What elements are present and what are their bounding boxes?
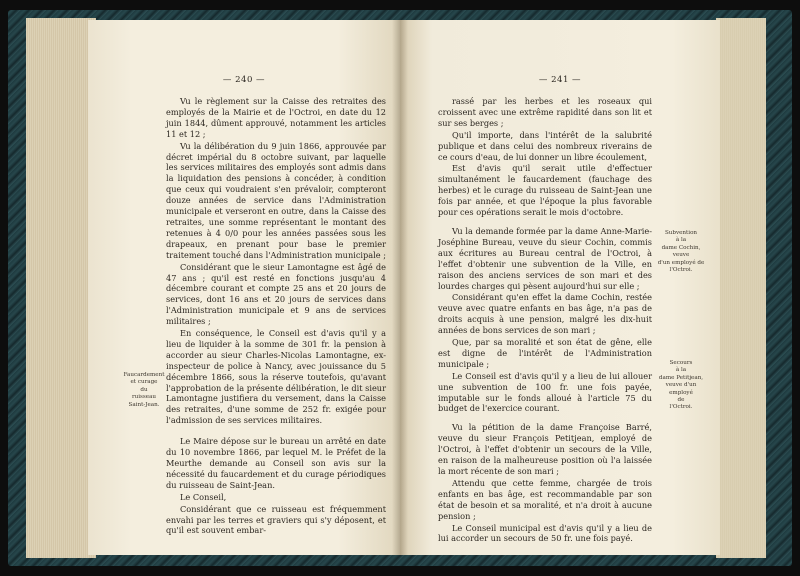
margin-note-line: Subvention: [664, 230, 698, 236]
margin-note-faucardement: [118, 372, 170, 409]
page-number-left: — 240 —: [222, 75, 266, 85]
margin-note-line: dame Petitjean,: [658, 374, 704, 381]
margin-note-line: à la: [675, 367, 687, 374]
page-edges-left: [26, 18, 96, 558]
margin-note-line: d'un employé de: [657, 259, 705, 266]
margin-note-line: Faucardement: [123, 372, 165, 378]
margin-note-line: l'Octroi.: [669, 267, 693, 274]
book-gutter: [392, 20, 408, 555]
paragraph: Que, par sa moralité et son état de gêne, elle est digne de l'intérêt de l'Administration municipale ;: [438, 337, 652, 369]
margin-note-line: Secours: [669, 360, 693, 366]
margin-note-line: et curage: [130, 379, 158, 386]
margin-note-line: à la: [675, 237, 687, 244]
margin-note-cochin: [652, 230, 710, 274]
left-page: [88, 20, 400, 555]
paragraph: Est d'avis qu'il serait utile d'effectuer simultanément le faucardement (fauchage des herbes) et le curage du ruisseau de Saint-Jean une fois par année, et que l'époque la plus favorable pour ces opérations serait le mois d'octobre.: [438, 163, 652, 218]
paragraph: Le Maire dépose sur le bureau un arrêté en date du 10 novembre 1866, par lequel M. le Préfet de la Meurthe demande au Conseil son avis sur la nécessité du faucardement et du curage périodiques du ruisseau de Saint-Jean.: [166, 436, 386, 490]
paragraph: Vu le règlement sur la Caisse des retraites des employés de la Mairie et de l'Octroi, en date du 12 juin 1844, dûment approuvé, notamment les articles 11 et 12 ;: [166, 96, 386, 139]
margin-note-line: Saint-Jean.: [128, 401, 160, 408]
margin-note-line: du: [140, 386, 148, 393]
paragraph: Qu'il importe, dans l'intérêt de la salubrité publique et dans celui des nombreux riverains de ce cours d'eau, de lui donner un libre écoulement,: [438, 129, 652, 162]
right-page-body: [438, 96, 652, 545]
paragraph: Considérant que ce ruisseau est fréquemment envahi par les terres et graviers qui s'y déposent, et qu'il est souvent embar-: [166, 503, 386, 536]
margin-note-line: dame Cochin,: [661, 244, 701, 251]
paragraph: Vu la pétition de la dame Françoise Barré, veuve du sieur François Petitjean, employé de l'Octroi, à l'effet d'obtenir un secours de la Ville, en raison de la malheureuse position où l'a laissée la mort récente de son mari ;: [438, 422, 652, 476]
paragraph: Attendu que cette femme, chargée de trois enfants en bas âge, est recommandable par son état de besoin et sa moralité, et n'a droit à aucune pension ;: [438, 477, 652, 521]
paragraph: Vu la délibération du 9 juin 1866, approuvée par décret impérial du 8 octobre suivant, par laquelle les services militaires des employés sont admis dans la liquidation des pensions à concéder, à condition que ceux qui voudraient s'en prévaloir, compteront douze années de service dans l'Administration municipale et verseront en outre, dans la Caisse des retraites, une somme représentant le montant des retenues à 4 0/0 pour les années passées sous les drapeaux, en prenant pour base le premier traitement touché dans l'Administration municipale ;: [166, 140, 386, 260]
paragraph: Considérant qu'en effet la dame Cochin, restée veuve avec quatre enfants en bas âge, n'a pas de droits acquis à une pension, malgré les dix-huit années de bons services de son mari ;: [438, 292, 652, 336]
margin-note-line: de: [677, 397, 685, 404]
paragraph: Le Conseil est d'avis qu'il y a lieu de lui allouer une subvention de 100 fr. une fois payée, imputable sur le fonds alloué à l'article 75 du budget de l'exercice courant.: [438, 370, 652, 414]
paragraph: Le Conseil municipal est d'avis qu'il y a lieu de lui accorder un secours de 50 fr. une fois payé.: [438, 522, 652, 544]
paragraph: Vu la demande formée par la dame Anne-Marie-Joséphine Bureau, veuve du sieur Cochin, commis aux écritures au Bureau central de l'Octroi, à l'effet d'obtenir une subvention de la Ville, en raison des anciens services de son mari et des lourdes charges qui pèsent aujourd'hui sur elle ;: [438, 225, 652, 291]
margin-note-line: ruisseau: [131, 394, 157, 401]
paragraph: Le Conseil,: [180, 491, 227, 502]
margin-note-line: l'Octroi.: [669, 404, 693, 411]
right-page: [400, 20, 720, 555]
margin-note-line: veuve: [672, 252, 690, 259]
paragraph: rassé par les herbes et les roseaux qui croissent avec une extrême rapidité dans son lit et sur ses berges ;: [438, 96, 652, 128]
paragraph: Considérant que le sieur Lamontagne est âgé de 47 ans ; qu'il est resté en fonctions jusqu'au 4 décembre courant et compte 25 ans et 20 jours de services, dont 16 ans et 20 jours de services dans l'Administration municipale et 9 ans de services militaires ;: [166, 261, 386, 327]
left-page-body: [166, 96, 386, 537]
margin-note-line: employé: [669, 389, 693, 396]
margin-note-line: veuve d'un: [665, 382, 697, 389]
paragraph: En conséquence, le Conseil est d'avis qu'il y a lieu de liquider à la somme de 301 fr. la pension à accorder au sieur Charles-Nicolas Lamontagne, ex-inspecteur de police à Nancy, avec jouissance du 5 décembre 1866, sous la réserve toutefois, qu'avant l'approbation de la présente délibération, le dit sieur Lamontagne justifiera du versement, dans la Caisse des retraites, d'une somme de 252 fr. exigée pour l'admission de ses services militaires.: [166, 328, 386, 426]
page-edges-right: [716, 18, 766, 558]
page-number-right: — 241 —: [538, 75, 582, 85]
margin-note-petitjean: [652, 360, 710, 412]
